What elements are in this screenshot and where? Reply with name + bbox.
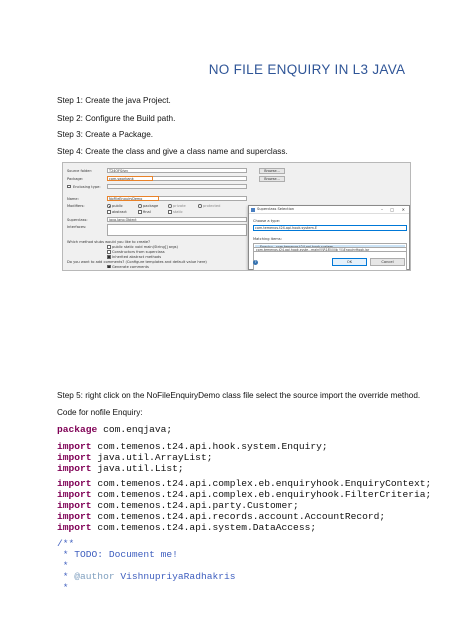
code-import-line [57, 511, 385, 522]
modifier-final-label: final [143, 210, 151, 214]
superclass-label: Superclass: [67, 218, 88, 222]
interfaces-label: Interfaces: [67, 225, 87, 229]
modifier-public-radio [107, 204, 111, 208]
source-folder-browse-button: Browse... [259, 168, 285, 174]
stub-constructors-checkbox [107, 250, 111, 254]
new-class-dialog-screenshot [62, 162, 411, 271]
code-import-line [57, 452, 212, 463]
stub-inherited-checkbox [107, 255, 111, 259]
superclass-dialog-title: Superclass Selection [257, 207, 295, 211]
cancel-button: Cancel [370, 258, 405, 266]
superclass-dialog-titlebar [249, 206, 409, 214]
import-value: com.temenos.t24.api.system.DataAccess; [97, 522, 317, 533]
eclipse-window-icon [251, 208, 255, 212]
maximize-icon: □ [390, 207, 394, 212]
comment-todo: * TODO: Document me! [57, 549, 178, 560]
generate-comments-label: Generate comments [112, 264, 149, 269]
comments-question: Do you want to add comments? (Configure templates and default value here) [67, 259, 207, 264]
comment-last: * [57, 582, 69, 593]
import-value: com.temenos.t24.api.complex.eb.enquiryhook.EnquiryContext; [97, 478, 432, 489]
code-import-line [57, 463, 184, 474]
modifier-abstract-label: abstract [112, 210, 127, 214]
modifier-abstract-checkbox [107, 210, 111, 214]
matching-items-label: Matching items: [253, 237, 282, 241]
document-title: NO FILE ENQUIRY IN L3 JAVA [208, 62, 406, 77]
superclass-field: java.lang.Object [107, 217, 247, 222]
import-value: com.temenos.t24.api.hook.system.Enquiry; [97, 441, 328, 452]
comment-author-line [57, 571, 236, 582]
modifier-protected-label: protected [203, 204, 221, 208]
package-browse-button: Browse... [259, 176, 285, 182]
package-label: Package: [67, 177, 84, 181]
modifier-private-label: private [173, 204, 186, 208]
code-import-line [57, 478, 431, 489]
package-keyword: package [57, 424, 98, 435]
package-field-rest [153, 176, 247, 181]
author-name: VishnupriyaRadhakris [114, 571, 236, 582]
comment-star: * [57, 560, 69, 571]
import-keyword: import [57, 500, 92, 511]
step-2: Step 2: Configure the Build path. [57, 114, 176, 123]
import-keyword: import [57, 522, 92, 533]
modifier-final-checkbox [138, 210, 142, 214]
source-folder-label: Source folder: [67, 169, 93, 173]
import-keyword: import [57, 452, 92, 463]
code-import-line [57, 522, 316, 533]
code-heading: Code for nofile Enquiry: [57, 408, 143, 417]
help-icon: ? [254, 260, 257, 264]
import-keyword: import [57, 489, 92, 500]
import-value: com.temenos.t24.api.complex.eb.enquiryhook.FilterCriteria; [97, 489, 432, 500]
import-value: java.util.ArrayList; [97, 452, 213, 463]
code-package-line [57, 424, 172, 435]
code-import-line [57, 500, 299, 511]
minimize-icon: – [381, 207, 383, 212]
enclosing-type-field [107, 184, 247, 189]
stub-main-label: public static void main(String[] args) [112, 245, 178, 249]
import-keyword: import [57, 463, 92, 474]
stub-inherited-label: Inherited abstract methods [112, 255, 162, 259]
step-4: Step 4: Create the class and give a class name and superclass. [57, 147, 288, 156]
modifier-protected-radio [198, 204, 202, 208]
generate-comments-checkbox [107, 265, 111, 269]
modifier-static-checkbox [168, 210, 172, 214]
stubs-question: Which method stubs would you like to create? [67, 240, 151, 244]
enclosing-type-label: Enclosing type: [73, 184, 101, 189]
modifier-package-label: package [143, 204, 159, 208]
code-import-line [57, 441, 328, 452]
source-folder-field: T24OFS/src [107, 168, 247, 173]
name-field: NoFileEnquiryDemo [107, 196, 159, 201]
import-keyword: import [57, 478, 92, 489]
step-1: Step 1: Create the java Project. [57, 96, 171, 105]
enclosing-type-checkbox [67, 185, 71, 189]
author-tag: @author [74, 571, 115, 582]
name-label: Name: [67, 197, 79, 201]
choose-type-label: Choose a type: [253, 219, 280, 223]
choose-type-input: com.temenos.t24.api.hook.system.E [253, 225, 407, 231]
superclass-selection-dialog [248, 205, 410, 270]
import-keyword: import [57, 511, 92, 522]
code-import-line [57, 489, 431, 500]
package-field: com.sworbank [107, 176, 153, 181]
interfaces-list [107, 224, 247, 236]
import-value: com.temenos.t24.api.records.account.AccountRecord; [97, 511, 386, 522]
close-icon: ✕ [401, 207, 405, 212]
modifier-static-label: static [173, 210, 183, 214]
modifier-package-radio [138, 204, 142, 208]
import-keyword: import [57, 441, 92, 452]
step-5: Step 5: right click on the NoFileEnquiryDemo class file select the source import the override method. [57, 391, 421, 400]
name-field-rest [159, 196, 247, 201]
modifiers-label: Modifiers: [67, 204, 85, 208]
comment-author-prefix: * [57, 571, 75, 582]
import-value: java.util.List; [97, 463, 184, 474]
comment-open: /** [57, 538, 75, 549]
stub-constructors-label: Constructors from superclass [112, 250, 165, 254]
modifier-public-label: public [112, 204, 123, 208]
step-3: Step 3: Create a Package. [57, 130, 154, 139]
ok-button: OK [332, 258, 367, 266]
package-name: com.enqjava; [97, 424, 173, 435]
type-location-status: com.temenos.t24.api.hook.syste...main\\\\R18\\\\lib_\\\\EnquiryHook.jar [253, 247, 407, 252]
stub-main-checkbox [107, 245, 111, 249]
modifier-private-radio [168, 204, 172, 208]
import-value: com.temenos.t24.api.party.Customer; [97, 500, 299, 511]
